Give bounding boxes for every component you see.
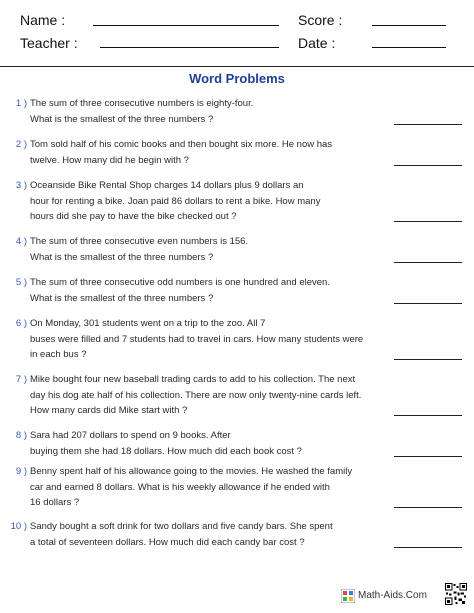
answer-line[interactable] [394, 221, 462, 222]
score-field-line[interactable] [372, 25, 446, 26]
problem-text-line: buses were filled and 7 students had to travel in cars. How many students were [30, 333, 364, 345]
problem-text-line: Oceanside Bike Rental Shop charges 14 dollars plus 9 dollars an [30, 180, 304, 191]
problem-number: 10 ) [10, 521, 27, 532]
problem-number: 9 ) [15, 466, 27, 477]
date-label: Date : [298, 35, 336, 51]
teacher-field-line[interactable] [100, 47, 279, 48]
problem-text-line: hours did she pay to have the bike checked out ? [30, 211, 237, 222]
problem-text-line: Sandy bought a soft drink for two dollars and five candy bars. She spent [30, 521, 333, 532]
problem-text-line: How many cards did Mike start with ? [30, 405, 188, 416]
problem-number: 8 ) [15, 430, 27, 441]
problem-number: 5 ) [15, 277, 27, 288]
problem-text-line: The sum of three consecutive even numbers is 156. [30, 236, 249, 247]
problem-text-line: Tom sold half of his comic books and then bought six more. He now has [30, 139, 333, 150]
footer-site-name: Math-Aids.Com [358, 590, 427, 601]
answer-line[interactable] [394, 124, 462, 125]
math-aids-logo-icon [341, 589, 355, 603]
problem-number: 3 ) [15, 180, 27, 191]
problem-text-line: twelve. How many did he begin with ? [30, 154, 189, 166]
date-field-line[interactable] [372, 47, 446, 48]
answer-line[interactable] [394, 507, 462, 508]
problem-number: 6 ) [15, 318, 27, 329]
score-label: Score : [298, 12, 343, 28]
problem-text-line: What is the smallest of the three numbers ? [30, 113, 214, 125]
worksheet-title: Word Problems [189, 71, 285, 86]
answer-line[interactable] [394, 165, 462, 166]
answer-line[interactable] [394, 303, 462, 304]
problem-text-line: On Monday, 301 students went on a trip to the zoo. All 7 [30, 318, 266, 329]
name-field-line[interactable] [93, 25, 279, 26]
problem-text-line: Mike bought four new baseball trading cards to add to his collection. The next [30, 374, 356, 385]
answer-line[interactable] [394, 415, 462, 416]
problem-text-line: hour for renting a bike. Joan paid 86 dollars to rent a bike. How many [30, 195, 321, 207]
problem-text-line: 16 dollars ? [30, 497, 80, 508]
problem-text-line: buying them she had 18 dollars. How much did each book cost ? [30, 445, 302, 457]
problem-text-line: The sum of three consecutive odd numbers is one hundred and eleven. [30, 277, 330, 288]
answer-line[interactable] [394, 262, 462, 263]
problem-number: 1 ) [15, 98, 27, 109]
answer-line[interactable] [394, 359, 462, 360]
header-divider [0, 66, 474, 67]
problem-text-line: The sum of three consecutive numbers is eighty-four. [30, 98, 254, 109]
problem-text-line: a total of seventeen dollars. How much did each candy bar cost ? [30, 536, 305, 548]
problem-text-line: What is the smallest of the three numbers ? [30, 292, 214, 304]
problem-text-line: Benny spent half of his allowance going to the movies. He washed the family [30, 466, 353, 477]
problem-text-line: What is the smallest of the three numbers ? [30, 251, 214, 263]
problem-text-line: in each bus ? [30, 349, 87, 360]
problem-text-line: day his dog ate half of his collection. There are now only twenty-nine cards left. [30, 389, 362, 401]
problem-number: 7 ) [15, 374, 27, 385]
problem-text-line: car and earned 8 dollars. What is his weekly allowance if he ended with [30, 481, 330, 493]
answer-line[interactable] [394, 547, 462, 548]
problem-number: 4 ) [15, 236, 27, 247]
name-label: Name : [20, 12, 66, 28]
qr-code-icon [445, 583, 467, 605]
answer-line[interactable] [394, 456, 462, 457]
problem-number: 2 ) [15, 139, 27, 150]
teacher-label: Teacher : [20, 35, 78, 51]
problem-text-line: Sara had 207 dollars to spend on 9 books. After [30, 430, 231, 441]
